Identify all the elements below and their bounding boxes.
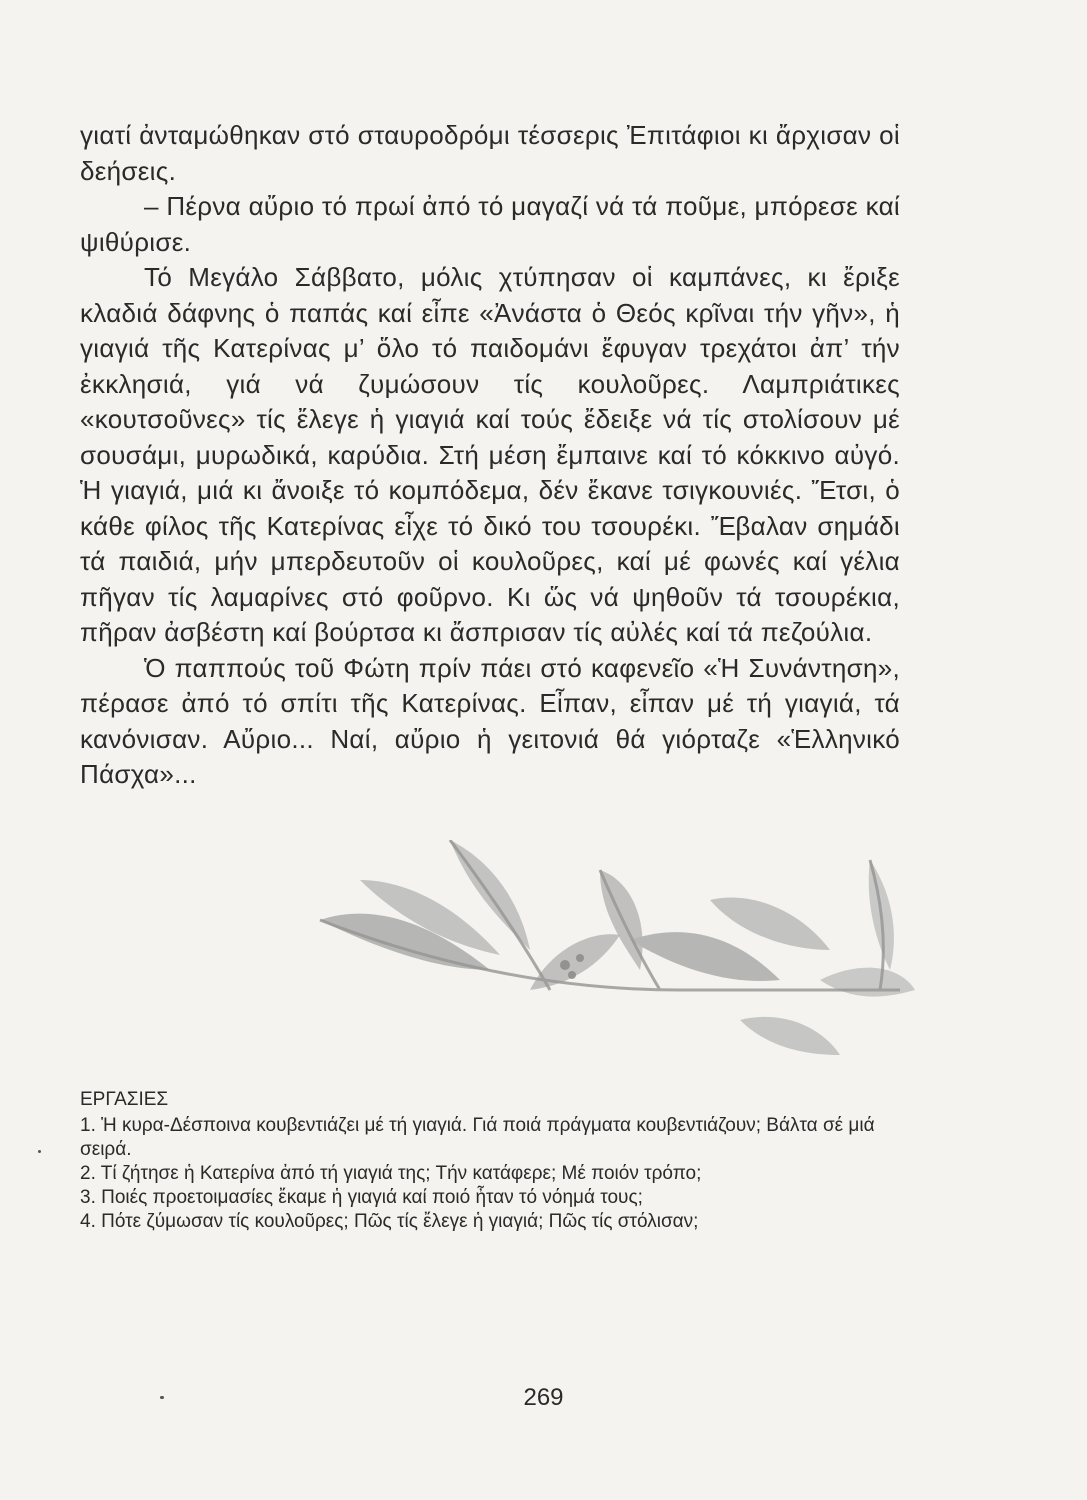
paragraph: Τό Μεγάλο Σάββατο, μόλις χτύπησαν οἱ καμπάνες, κι ἔριξε κλαδιά δάφνης ὁ παπάς καί εἶπε «Ἀνάστα ὁ Θεός κρῖναι τήν γῆν», ἡ γιαγιά τῆς Κατερίνας μ’ ὅλο τό παιδομάνι ἔφυγαν τρεχάτοι ἀπ’ τήν ἐκκλησιά, γιά νά ζυμώσουν τίς κουλοῦρες. Λαμπριάτικες «κουτσοῦνες» τίς ἔλεγε ἡ γιαγιά καί τούς ἔδειξε νά τίς στολίσουν μέ σουσάμι, μυρωδικά, καρύδια. Στή μέση ἔμπαινε καί τό κόκκινο αὐγό. Ἡ γιαγιά, μιά κι ἄνοιξε τό κομπόδεμα, δέν ἔκανε τσιγκουνιές. Ἔτσι, ὁ κάθε φίλος τῆς Κατερίνας εἶχε τό δικό του τσουρέκι. Ἔβαλαν σημάδι τά παιδιά, μήν μπερδευτοῦν οἱ κουλοῦρες, καί μέ φωνές καί γέλια πῆγαν τίς λαμαρίνες στό φοῦρνο. Κι ὥς νά ψηθοῦν τά τσουρέκια, πῆραν ἀσβέστη καί βούρτσα κι ἄσπρισαν τίς αὐλές καί τά πεζούλια. [80, 262, 900, 647]
ink-speck [38, 1150, 41, 1153]
task-item: 1. Ἡ κυρα-Δέσποινα κουβεντιάζει μέ τή γιαγιά. Γιά ποιά πράγματα κουβεντιάζουν; Βάλτα σέ μιά σειρά. [80, 1115, 875, 1160]
paragraph: Ὁ παππούς τοῦ Φώτη πρίν πάει στό καφενεῖο «Ἡ Συνάντηση», πέρασε ἀπό τό σπίτι τῆς Κατερίνας. Εἶπαν, εἶπαν μέ τή γιαγιά, τά κανόνισαν. Αὔριο... Ναί, αὔριο ἡ γειτονιά θά γιόρταζε «Ἑλληνικό Πάσχα»... [80, 652, 900, 789]
tasks-list [80, 1114, 900, 1234]
tasks-section [80, 1088, 900, 1234]
page-number: 269 [523, 1384, 564, 1411]
tasks-heading: ΕΡΓΑΣΙΕΣ [80, 1089, 169, 1110]
laurel-branch-icon [300, 840, 920, 1120]
task-item: 3. Ποιές προετοιμασίες ἔκαμε ἡ γιαγιά καί ποιό ἦταν τό νόημά τους; [80, 1187, 643, 1208]
ink-speck [160, 1396, 164, 1399]
paragraph: – Πέρνα αὔριο τό πρωί ἀπό τό μαγαζί νά τά ποῦμε, μπόρεσε καί ψιθύρισε. [80, 191, 900, 257]
task-item: 2. Τί ζήτησε ἡ Κατερίνα ἀπό τή γιαγιά της; Τήν κατάφερε; Μέ ποιόν τρόπο; [80, 1163, 702, 1184]
task-item: 4. Πότε ζύμωσαν τίς κουλοῦρες; Πῶς τίς ἔλεγε ἡ γιαγιά; Πῶς τίς στόλισαν; [80, 1211, 699, 1232]
paragraph: γιατί ἀνταμώθηκαν στό σταυροδρόμι τέσσερις Ἐπιτάφιοι κι ἄρχισαν οἱ δεήσεις. [80, 120, 900, 186]
story-text [80, 118, 900, 793]
